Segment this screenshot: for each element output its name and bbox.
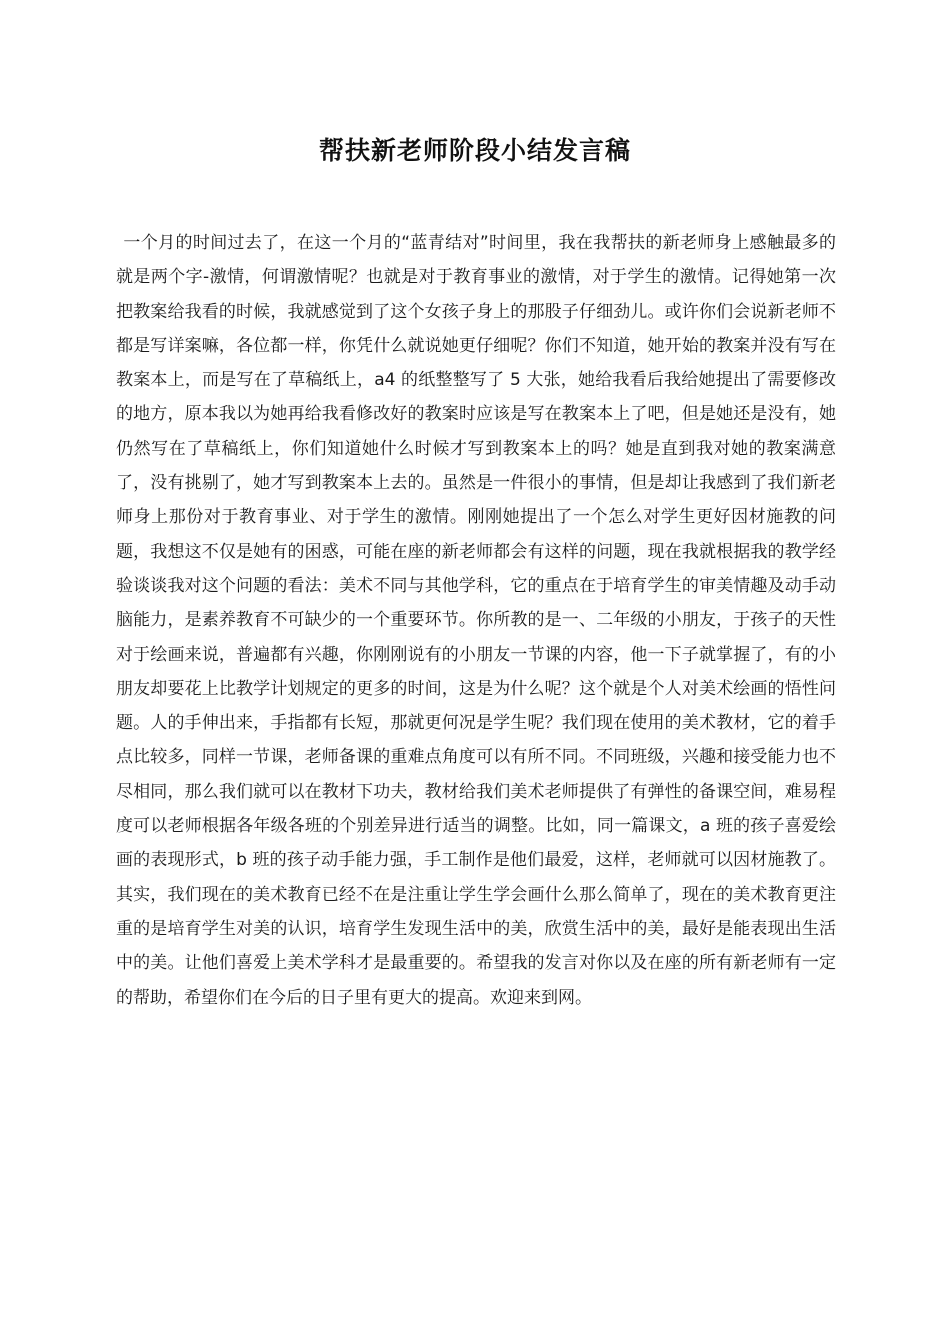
body-paragraph: 一个月的时间过去了，在这一个月的“蓝青结对”时间里，我在我帮扶的新老师身上感触最多的就是两个字-激情，何谓激情呢？也就是对于教育事业的激情，对于学生的激情。记得她第一次把教案给我看的时候，我就感觉到了这个女孩子身上的那股子仔细劲儿。或许你们会说新老师不都是写详案嘛，各位都一样，你凭什么就说她更仔细呢？你们不知道，她开始的教案并没有写在教案本上，而是写在了草稿纸上，a4 的纸整整写了 5 大张，她给我看后我给她提出了需要修改的地方，原本我以为她再给我看修改好的教案时应该是写在教案本上了吧，但是她还是没有，她仍然写在了草稿纸上，你们知道她什么时候才写到教案本上的吗？她是直到我对她的教案满意了，没有挑剔了，她才写到教案本上去的。虽然是一件很小的事情，但是却让我感到了我们新老师身上那份对于教育事业、对于学生的激情。刚刚她提出了一个怎么对学生更好因材施教的问题，我想这不仅是她有的困惑，可能在座的新老师都会有这样的问题，现在我就根据我的教学经验谈谈我对这个问题的看法：美术不同与其他学科，它的重点在于培育学生的审美情趣及动手动脑能力，是素养教育不可缺少的一个重要环节。你所教的是一、二年级的小朋友，于孩子的天性对于绘画来说，普遍都有兴趣，你刚刚说有的小朋友一节课的内容，他一下子就掌握了，有的小朋友却要花上比教学计划规定的更多的时间，这是为什么呢？这个就是个人对美术绘画的悟性问题。人的手伸出来，手指都有长短，那就更何况是学生呢？我们现在使用的美术教材，它的着手点比较多，同样一节课，老师备课的重难点角度可以有所不同。不同班级，兴趣和接受能力也不尽相同，那么我们就可以在教材下功夫，教材给我们美术老师提供了有弹性的备课空间，难易程度可以老师根据各年级各班的个别差异进行适当的调整。比如，同一篇课文，a 班的孩子喜爱绘画的表现形式，b 班的孩子动手能力强，手工制作是他们最爱，这样，老师就可以因材施教了。其实，我们现在的美术教育已经不在是注重让学生学会画什么那么简单了，现在的美术教育更注重的是培育学生对美的认识，培育学生发现生活中的美，欣赏生活中的美，最好是能表现出生活中的美。让他们喜爱上美术学科才是最重要的。希望我的发言对你以及在座的所有新老师有一定的帮助，希望你们在今后的日子里有更大的提高。欢迎来到网。 xyxy=(116,233,836,1008)
document-body xyxy=(116,226,836,1015)
document-title: 帮扶新老师阶段小结发言稿 xyxy=(318,136,631,165)
